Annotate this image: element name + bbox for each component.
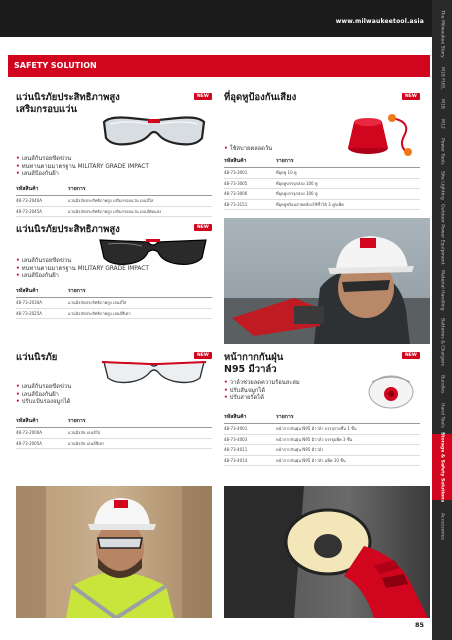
bottom-left-photo [16, 486, 212, 618]
table-row: 48-73-4011 หน้ากากกันฝุ่น N95 มีวาล์ว [224, 445, 420, 456]
sidebar-item-m18[interactable]: M18 [439, 99, 445, 109]
glasses1-title: แว่นนิรภัยประสิทธิภาพสูง เสริมกรอบแว่น [16, 92, 120, 115]
sidebar-item-hand-tools[interactable]: Hand Tools [439, 402, 445, 428]
table-row: 48-73-2040A แว่นนิรภัยประสิทธิภาพสูง เสริมกรอบแว่น เลนส์ใส [16, 196, 212, 207]
table-row: 48-73-2030A แว่นนิรภัยประสิทธิภาพสูง เลนส์ใส [16, 298, 212, 309]
worker-photo [224, 218, 430, 344]
section-title: SAFETY SOLUTION [14, 61, 97, 70]
table-row: 48-73-2005A แว่นนิรภัย เลนส์สีเทา [16, 438, 212, 449]
sidebar-item-material-handling[interactable]: Material Handling [439, 269, 445, 311]
sidebar-item-accessories[interactable]: Accessories [439, 512, 445, 540]
mask-table: รหัสสินค้า รายการ 48-73-4001 หน้ากากกันฝุ่น N95 มีวาล์ว บรรจุรายชิ้น 1 ชิ้น 48-73-4003 หน้ากากกันฝุ่น N95 มีวาล์ว บรรจุแพ็ค 3 ชิ้น 48-73-4011 หน้ากากกันฝุ่น N95 มีวาล์ว 48-73-4014 หน้ากากกันฝุ่น N95 มีวาล์ว แพ็ค 10 ชิ้น [224, 412, 420, 466]
glasses1-new-badge: NEW [194, 93, 212, 100]
glasses3-new-badge: NEW [194, 352, 212, 359]
earplugs-image [346, 110, 416, 156]
table-row: 48-73-3001 ที่อุดหู 10 คู่ [224, 168, 420, 179]
table-row: 48-73-3005 ที่อุดหูบรรจุกล่อง 100 คู่ [224, 178, 420, 189]
bottom-right-photo [224, 486, 430, 618]
table-row: 48-73-4001 หน้ากากกันฝุ่น N95 มีวาล์ว บรรจุรายชิ้น 1 ชิ้น [224, 424, 420, 435]
table-row: 48-73-4003 หน้ากากกันฝุ่น N95 มีวาล์ว บรรจุแพ็ค 3 ชิ้น [224, 434, 420, 445]
glasses3-table: รหัสสินค้า รายการ 48-73-2000A แว่นนิรภัย เลนส์ใส 48-73-2005A แว่นนิรภัย เลนส์สีเทา [16, 416, 212, 449]
table-row: 48-73-2000A แว่นนิรภัย เลนส์ใส [16, 428, 212, 439]
page-number: 85 [414, 621, 424, 629]
mask-image [366, 372, 416, 410]
earplugs-features: • ใช้สบายตลอดวัน [224, 146, 272, 154]
glasses3-title: แว่นนิรภัย [16, 352, 58, 363]
glasses1-features: • เลนส์กันรอยขีดข่วน • ทนทานตามมาตรฐาน MILITARY GRADE IMPACT • เลนส์ป้องกันฝ้า [16, 156, 149, 179]
mask-title: หน้ากากกันฝุ่น N95 มีวาล์ว [224, 352, 284, 375]
glasses2-new-badge: NEW [194, 224, 212, 231]
sidebar-item-outdoor-power[interactable]: Outdoor Power Equipment [439, 203, 445, 265]
sidebar-item-site-lighting[interactable]: Site Lighting [439, 170, 445, 200]
table-row: 48-73-3151 ที่อุดหูพร้อมสายคล้องใช้ซ้ำได้ 3 คู่/แพ็ค [224, 199, 420, 210]
sidebar-item-power-tools[interactable]: Power Tools [439, 137, 445, 165]
mask-new-badge: NEW [402, 352, 420, 359]
earplugs-new-badge: NEW [402, 93, 420, 100]
table-row: 48-73-3006 ที่อุดหูบรรจุกล่อง 100 คู่ [224, 189, 420, 200]
sidebar-nav [432, 0, 452, 640]
sidebar-item-milwaukee-story[interactable]: The Milwaukee Story [439, 10, 445, 58]
website-url[interactable]: www.milwaukeetool.asia [335, 18, 424, 25]
sidebar-item-bundles[interactable]: Bundles [439, 374, 445, 394]
sidebar-item-m18-fuel[interactable]: M18 FUEL [439, 66, 445, 90]
table-row: 48-73-2045A แว่นนิรภัยประสิทธิภาพสูง เสริมกรอบแว่น เลนส์ตัดแสง [16, 206, 212, 217]
sidebar-item-storage-safety[interactable]: Storage & Safety Solutions [432, 434, 452, 500]
glasses2-title: แว่นนิรภัยประสิทธิภาพสูง [16, 224, 120, 235]
sidebar-item-batteries-chargers[interactable]: Batteries & Chargers [439, 317, 445, 367]
glasses3-features: • เลนส์กันรอยขีดข่วน • เลนส์ป้องกันฝ้า • ปรับแป้นรองจมูกได้ [16, 384, 71, 407]
glasses1-table: รหัสสินค้า รายการ 48-73-2040A แว่นนิรภัยประสิทธิภาพสูง เสริมกรอบแว่น เลนส์ใส 48-73-2045A แว่นนิรภัยประสิทธิภาพสูง เสริมกรอบแว่น เลนส์ตัดแสง [16, 184, 212, 217]
glasses3-image [100, 352, 208, 388]
earplugs-table: รหัสสินค้า รายการ 48-73-3001 ที่อุดหู 10 คู่ 48-73-3005 ที่อุดหูบรรจุกล่อง 100 คู่ 48-73-3006 ที่อุดหูบรรจุกล่อง 100 คู่ 48-73-3151 ที่อุดหูพร้อมสายคล้องใช้ซ้ำได้ 3 คู่/แพ็ค [224, 156, 420, 210]
glasses1-image [100, 112, 208, 150]
glasses2-features: • เลนส์กันรอยขีดข่วน • ทนทานตามมาตรฐาน MILITARY GRADE IMPACT • เลนส์ป้องกันฝ้า [16, 258, 149, 281]
section-header [8, 55, 430, 77]
earplugs-title: ที่อุดหูป้องกันเสียง [224, 92, 297, 103]
glasses2-table: รหัสสินค้า รายการ 48-73-2030A แว่นนิรภัยประสิทธิภาพสูง เลนส์ใส 48-73-2025A แว่นนิรภัยประสิทธิภาพสูง เลนส์สีเทา [16, 286, 212, 319]
top-bar [0, 0, 432, 37]
table-row: 48-73-4014 หน้ากากกันฝุ่น N95 มีวาล์ว แพ็ค 10 ชิ้น [224, 455, 420, 466]
mask-features: • วาล์วช่วยลดความร้อนสะสม • ปรับสันจมูกได้ • ปรับสายรัดได้ [224, 380, 300, 403]
table-row: 48-73-2025A แว่นนิรภัยประสิทธิภาพสูง เลนส์สีเทา [16, 308, 212, 319]
sidebar-item-m12[interactable]: M12 [439, 119, 445, 129]
